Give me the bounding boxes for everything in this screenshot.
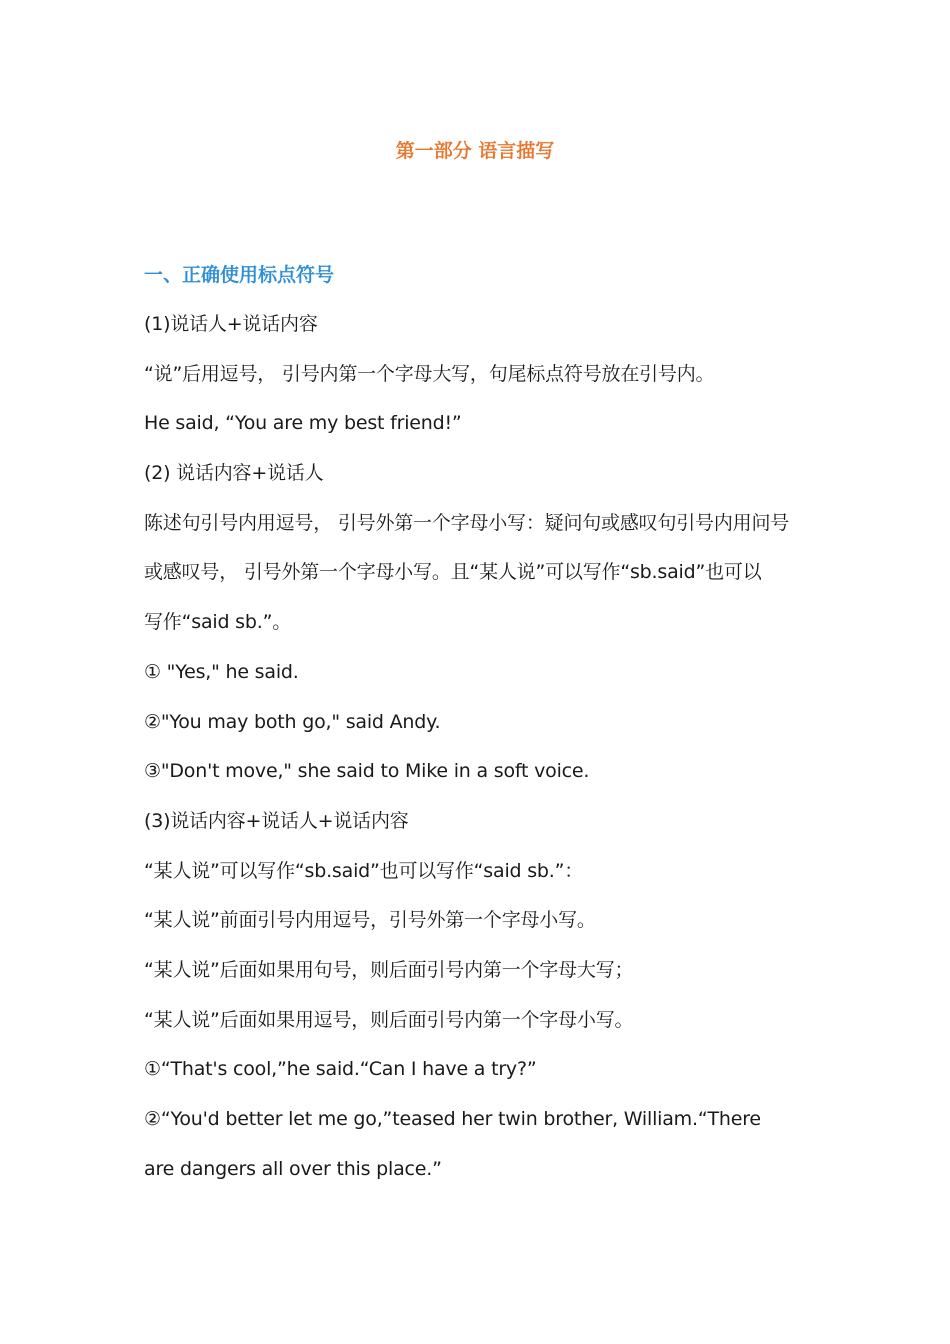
text-line: “某人说”后面如果用句号，则后面引号内第一个字母大写； (144, 958, 634, 981)
text-line: 陈述句引号内用逗号， 引号外第一个字母小写：疑问句或感叹句引号内用问号 (144, 511, 790, 534)
page-title: 第一部分 语言描写 (395, 140, 555, 162)
text-line: (1)说话人+说话内容 (144, 313, 318, 335)
text-line: (3)说话内容+说话人+说话内容 (144, 809, 409, 832)
text-line: (2) 说话内容+说话人 (144, 462, 324, 485)
text-line: ②“You'd better let me go,”teased her twin brother, William.“There (144, 1108, 761, 1130)
text-line: He said, “You are my best friend!” (144, 412, 462, 435)
section-heading: 一、正确使用标点符号 (144, 264, 335, 286)
text-line: “某人说”可以写作“sb.said”也可以写作“said sb.”： (144, 859, 584, 882)
text-line: are dangers all over this place.” (144, 1157, 442, 1180)
text-line: 或感叹号， 引号外第一个字母小写。且“某人说”可以写作“sb.said”也可以 (144, 561, 762, 584)
text-line: “某人说”后面如果用逗号，则后面引号内第一个字母小写。 (144, 1008, 634, 1031)
text-line: ① "Yes," he said. (144, 660, 299, 683)
text-line: ③"Don't move," she said to Mike in a soft voice. (144, 760, 590, 783)
body-text (144, 310, 824, 1204)
text-line: “某人说”前面引号内用逗号，引号外第一个字母小写。 (144, 909, 596, 932)
text-line: “说”后用逗号， 引号内第一个字母大写，句尾标点符号放在引号内。 (144, 362, 715, 385)
text-line: ①“That's cool,”he said.“Can I have a try?” (144, 1058, 537, 1081)
text-line: 写作“said sb.”。 (144, 611, 292, 634)
text-line: ②"You may both go," said Andy. (144, 710, 441, 733)
